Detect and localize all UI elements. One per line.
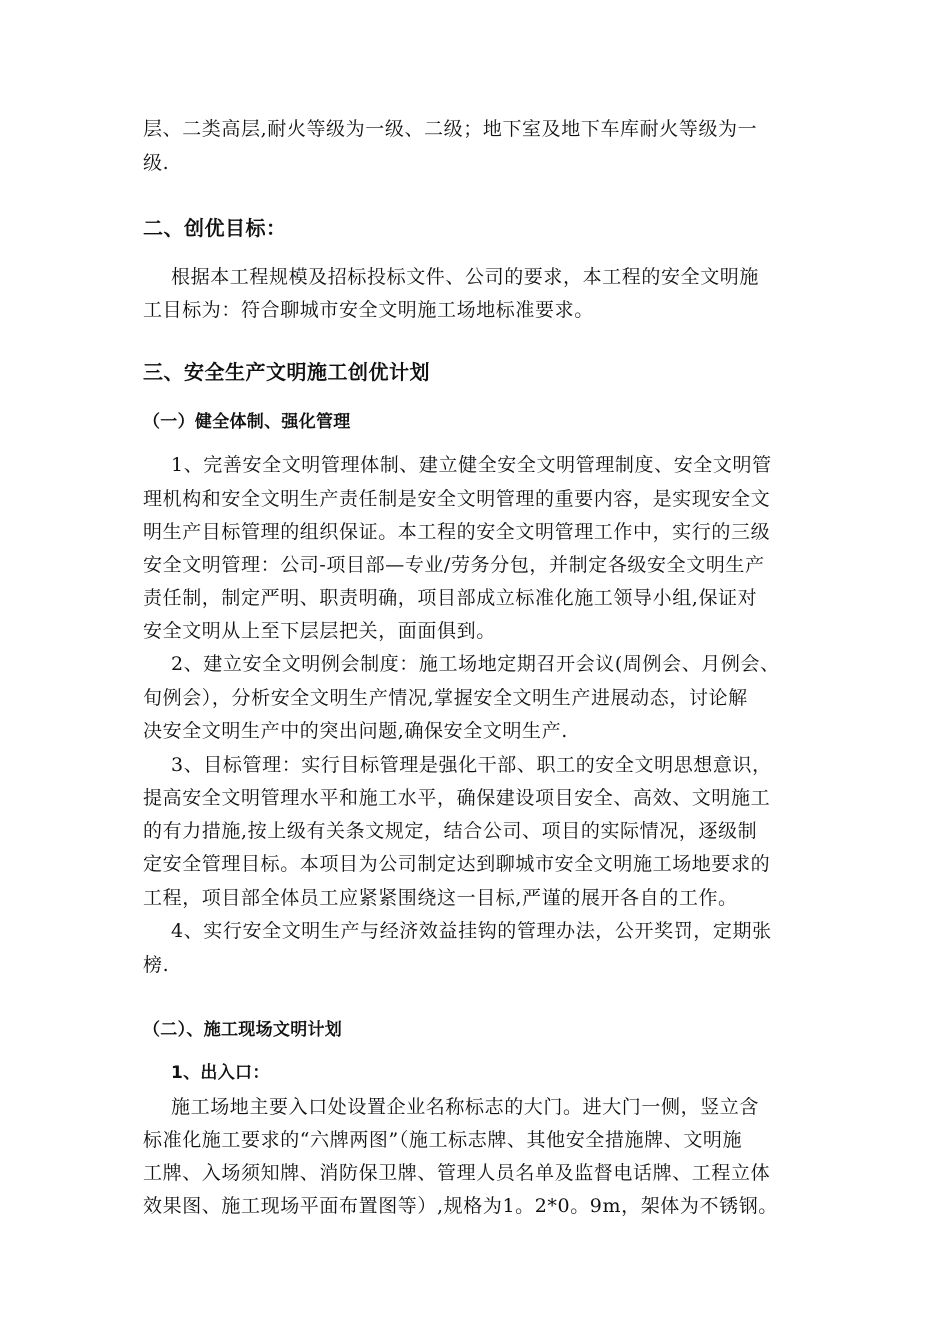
paragraph-line: 安全文明从上至下层层把关，面面俱到。 (143, 620, 496, 642)
paragraph-line: 工牌、入场须知牌、消防保卫牌、管理人员名单及监督电话牌、工程立体 (143, 1162, 771, 1184)
paragraph-line: 责任制，制定严明、职责明确，项目部成立标准化施工领导小组,保证对 (143, 587, 758, 609)
paragraph-line: 榜. (143, 954, 170, 976)
paragraph-line: 提高安全文明管理水平和施工水平，确保建设项目安全、高效、文明施工 (143, 787, 771, 809)
paragraph-line: 3、目标管理：实行目标管理是强化干部、职工的安全文明思想意识， (171, 754, 772, 776)
paragraph-line: 安全文明管理：公司-项目部—专业/劳务分包，并制定各级安全文明生产 (143, 554, 765, 576)
paragraph-line: 工目标为：符合聊城市安全文明施工场地标准要求。 (143, 299, 594, 321)
paragraph-line: 2、建立安全文明例会制度：施工场地定期召开会议(周例会、月例会、 (171, 653, 780, 675)
paragraph-line: 级. (143, 152, 170, 174)
paragraph-line: 1、完善安全文明管理体制、建立健全安全文明管理制度、安全文明管 (171, 454, 772, 476)
paragraph-line: 根据本工程规模及招标投标文件、公司的要求，本工程的安全文明施 (171, 266, 760, 288)
paragraph-line: 旬例会），分析安全文明生产情况,掌握安全文明生产进展动态，讨论解 (143, 687, 748, 709)
paragraph-line: 的有力措施,按上级有关条文规定，结合公司、项目的实际情况，逐级制 (143, 820, 758, 842)
item-heading-entrance: 1、出入口： (171, 1063, 270, 1083)
paragraph-line: 施工场地主要入口处设置企业名称标志的大门。进大门一侧，竖立含 (171, 1096, 760, 1118)
paragraph-line: 标准化施工要求的“六牌两图”（施工标志牌、其他安全措施牌、文明施 (143, 1129, 743, 1151)
paragraph-line: 明生产目标管理的组织保证。本工程的安全文明管理工作中，实行的三级 (143, 521, 771, 543)
paragraph-line: 4、实行安全文明生产与经济效益挂钩的管理办法，公开奖罚，定期张 (171, 920, 772, 942)
paragraph-line: 工程，项目部全体员工应紧紧围绕这一目标,严谨的展开各自的工作。 (143, 887, 738, 909)
paragraph-line: 效果图、施工现场平面布置图等）,规格为1。2*0。9m，架体为不锈钢。 (143, 1195, 778, 1217)
paragraph-line: 决安全文明生产中的突出问题,确保安全文明生产. (143, 720, 568, 742)
paragraph-line: 定安全管理目标。本项目为公司制定达到聊城市安全文明施工场地要求的 (143, 853, 771, 875)
subsection-heading-system: （一）健全体制、强化管理 (143, 412, 351, 432)
section-heading-plan: 三、安全生产文明施工创优计划 (143, 360, 430, 384)
section-heading-goal: 二、创优目标： (143, 216, 287, 240)
paragraph-line: 层、二类高层,耐火等级为一级、二级；地下室及地下车库耐火等级为一 (143, 118, 758, 140)
paragraph-line: 理机构和安全文明生产责任制是安全文明管理的重要内容，是实现安全文 (143, 488, 771, 510)
subsection-heading-site: （二）、施工现场文明计划 (143, 1020, 343, 1040)
